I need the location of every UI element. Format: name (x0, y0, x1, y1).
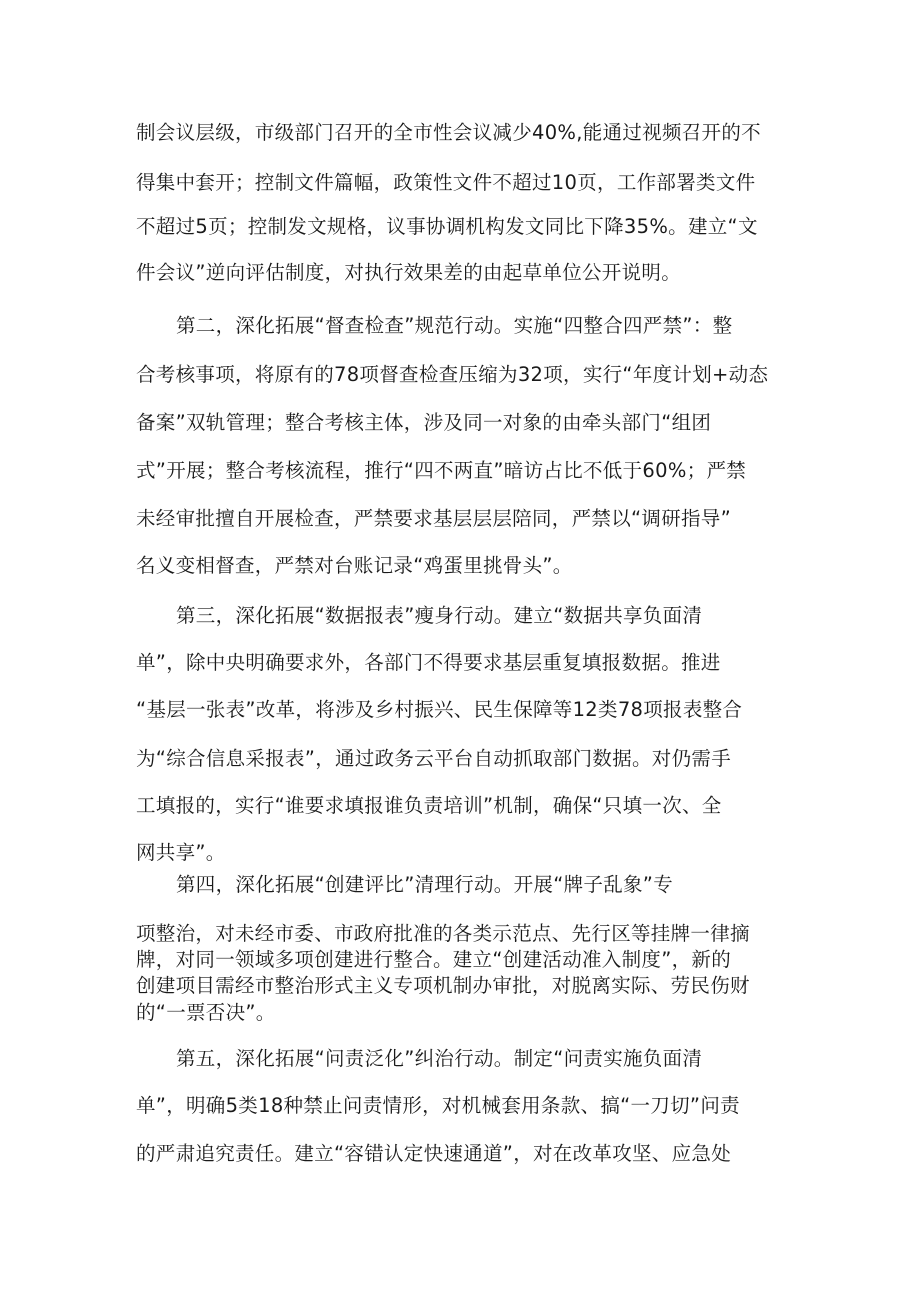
text-line: 不超过5页；控制发文规格，议事协调机构发文同比下降35%。建立“文 (136, 215, 758, 238)
text-line: 名义变相督查，严禁对台账记录“鸡蛋里挑骨头”。 (136, 554, 573, 577)
text-line: 得集中套开；控制文件篇幅，政策性文件不超过10页，工作部署类文件 (136, 171, 756, 194)
text-line: 未经审批擅自开展检查，严禁要求基层层层陪同，严禁以“调研指导” (136, 507, 732, 530)
text-line: “基层一张表”改革，将涉及乡村振兴、民生保障等12类78项报表整合 (136, 698, 743, 721)
text-line: 创建项目需经市整治形式主义专项机制办审批，对脱离实际、劳民伤财 (136, 974, 750, 997)
paragraph-3-first-line: 第三，深化拓展“数据报表”瘦身行动。建立“数据共享负面清 (176, 604, 703, 627)
text-line: 合考核事项，将原有的78项督查检查压缩为32项，实行“年度计划+动态 (136, 363, 769, 386)
text-line: 制会议层级，市级部门召开的全市性会议减少40%,能通过视频召开的不 (136, 121, 761, 144)
text-line: 的严肃追究责任。建立“容错认定快速通道”，对在改革攻坚、应急处 (136, 1142, 732, 1165)
text-line: 网共享”。 (136, 841, 226, 864)
paragraph-5-first-line: 第五，深化拓展“问责泛化”纠治行动。制定“问责实施负面清 (176, 1047, 703, 1070)
paragraph-2-first-line: 第二，深化拓展“督查检查”规范行动。实施“四整合四严禁”：整 (176, 314, 733, 337)
text-line: 单”，除中央明确要求外，各部门不得要求基层重复填报数据。推进 (136, 651, 721, 674)
text-line: 项整治，对未经市委、市政府批准的各类示范点、先行区等挂牌一律摘 (136, 922, 750, 945)
text-line: 单”，明确5类18种禁止问责情形，对机械套用条款、搞“一刀切”问责 (136, 1094, 740, 1117)
text-line: 的“一票否决”。 (136, 1001, 276, 1024)
text-line: 为“综合信息采报表”，通过政务云平台自动抓取部门数据。对仍需手 (136, 747, 732, 770)
text-line: 牌，对同一领域多项创建进行整合。建立“创建活动准入制度”，新的 (136, 948, 732, 971)
text-line: 式”开展；整合考核流程，推行“四不两直”暗访占比不低于60%；严禁 (136, 459, 747, 482)
text-line: 工填报的，实行“谁要求填报谁负责培训”机制，确保“只填一次、全 (136, 794, 722, 817)
paragraph-4-first-line: 第四，深化拓展“创建评比”清理行动。开展“牌子乱象”专 (176, 873, 674, 896)
text-line: 备案”双轨管理；整合考核主体，涉及同一对象的由牵头部门“组团 (136, 411, 712, 434)
text-line: 件会议”逆向评估制度，对执行效果差的由起草单位公开说明。 (136, 261, 682, 284)
